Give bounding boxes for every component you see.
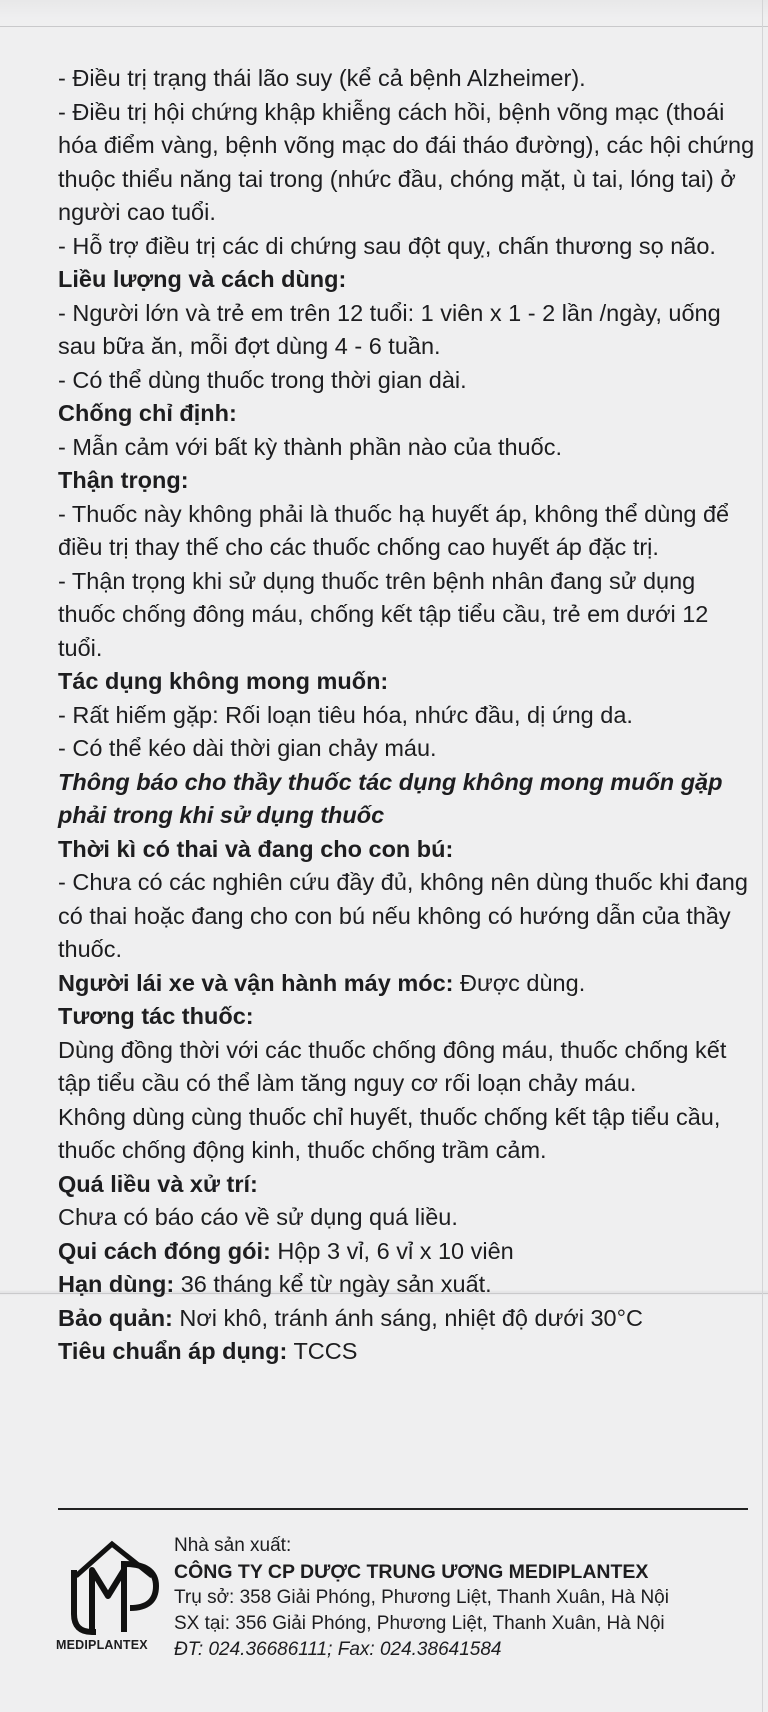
- paragraph: - Thận trọng khi sử dụng thuốc trên bệnh nhân đang sử dụng thuốc chống đông máu, chống kết tập tiểu cầu, trẻ em dưới 12 tuổi.: [58, 567, 709, 661]
- section-heading: Liều lượng và cách dùng:: [58, 266, 347, 292]
- fold-crease: [0, 26, 768, 27]
- paragraph: - Mẫn cảm với bất kỳ thành phần nào của thuốc.: [58, 433, 562, 460]
- paragraph: - Hỗ trợ điều trị các di chứng sau đột quỵ, chấn thương sọ não.: [58, 232, 716, 259]
- section-line: [58, 1268, 758, 1302]
- manufacturer-block: [174, 1533, 669, 1663]
- paragraph: - Có thể dùng thuốc trong thời gian dài.: [58, 366, 467, 393]
- section-value: TCCS: [287, 1338, 358, 1364]
- section-heading: Chống chỉ định:: [58, 400, 237, 426]
- section-heading: Hạn dùng:: [58, 1271, 175, 1297]
- section-heading: Tiêu chuẩn áp dụng:: [58, 1338, 288, 1364]
- manufacturer-label: Nhà sản xuất:: [174, 1535, 292, 1556]
- logo-wordmark: MEDIPLANTEX: [56, 1638, 148, 1652]
- section-heading: Qui cách đóng gói:: [58, 1237, 271, 1264]
- company-contact: ĐT: 024.36686111; Fax: 024.38641584: [174, 1639, 502, 1660]
- section-value: Nơi khô, tránh ánh sáng, nhiệt độ dưới 30°C: [172, 1304, 643, 1331]
- section-heading: Tác dụng không mong muốn:: [58, 668, 389, 694]
- paragraph: - Rất hiếm gặp: Rối loạn tiêu hóa, nhức đầu, dị ứng da.: [58, 701, 633, 728]
- paragraph: Không dùng cùng thuốc chỉ huyết, thuốc chống kết tập tiểu cầu, thuốc chống động kinh, thuốc chống trầm cảm.: [58, 1103, 721, 1163]
- company-name: CÔNG TY CP DƯỢC TRUNG ƯƠNG MEDIPLANTEX: [174, 1561, 649, 1583]
- paragraph: - Thuốc này không phải là thuốc hạ huyết áp, không thể dùng để điều trị thay thế cho các thuốc chống cao huyết áp đặc trị.: [58, 500, 730, 560]
- section-line: [58, 1302, 758, 1336]
- section-heading: Người lái xe và vận hành máy móc:: [58, 969, 454, 996]
- divider: [58, 1508, 748, 1510]
- leaflet-text: [58, 62, 758, 1369]
- paragraph: - Điều trị hội chứng khập khiễng cách hồi, bệnh võng mạc (thoái hóa điểm vàng, bệnh võng mạc do đái tháo đường), các hội chứng thuộc thiểu năng tai trong (nhức đầu, chóng mặt, ù tai, lóng tai) ở người cao tuổi.: [58, 98, 755, 225]
- section-heading: Bảo quản:: [58, 1304, 173, 1331]
- notice-text: Thông báo cho thầy thuốc tác dụng không mong muốn gặp phải trong khi sử dụng thuốc: [58, 768, 723, 828]
- section-heading: Tương tác thuốc:: [58, 1003, 254, 1029]
- section-heading: Thời kì có thai và đang cho con bú:: [58, 835, 454, 862]
- section-heading: Thận trọng:: [58, 467, 189, 493]
- paragraph: Dùng đồng thời với các thuốc chống đông máu, thuốc chống kết tập tiểu cầu có thể làm tăng nguy cơ rối loạn chảy máu.: [58, 1036, 727, 1096]
- section-heading: Quá liều và xử trí:: [58, 1170, 258, 1197]
- company-hq: Trụ sở: 358 Giải Phóng, Phương Liệt, Thanh Xuân, Hà Nội: [174, 1587, 669, 1608]
- section-line: [58, 967, 758, 1001]
- section-line: [58, 1235, 758, 1269]
- section-value: Được dùng.: [453, 969, 586, 996]
- section-line: [58, 1335, 758, 1369]
- paragraph: - Điều trị trạng thái lão suy (kể cả bệnh Alzheimer).: [58, 65, 586, 91]
- company-factory: SX tại: 356 Giải Phóng, Phương Liệt, Thanh Xuân, Hà Nội: [174, 1613, 665, 1634]
- section-value: 36 tháng kể từ ngày sản xuất.: [174, 1271, 492, 1297]
- section-value: Hộp 3 vỉ, 6 vỉ x 10 viên: [270, 1237, 514, 1264]
- paragraph: - Có thể kéo dài thời gian chảy máu.: [58, 735, 437, 761]
- paragraph: Chưa có báo cáo về sử dụng quá liều.: [58, 1204, 458, 1230]
- paragraph: - Người lớn và trẻ em trên 12 tuổi: 1 viên x 1 - 2 lần /ngày, uống sau bữa ăn, mỗi đợt dùng 4 - 6 tuần.: [58, 299, 721, 359]
- fold-crease: [762, 0, 763, 1712]
- paragraph: - Chưa có các nghiên cứu đầy đủ, không nên dùng thuốc khi đang có thai hoặc đang cho con bú nếu không có hướng dẫn của thầy thuốc.: [58, 869, 748, 962]
